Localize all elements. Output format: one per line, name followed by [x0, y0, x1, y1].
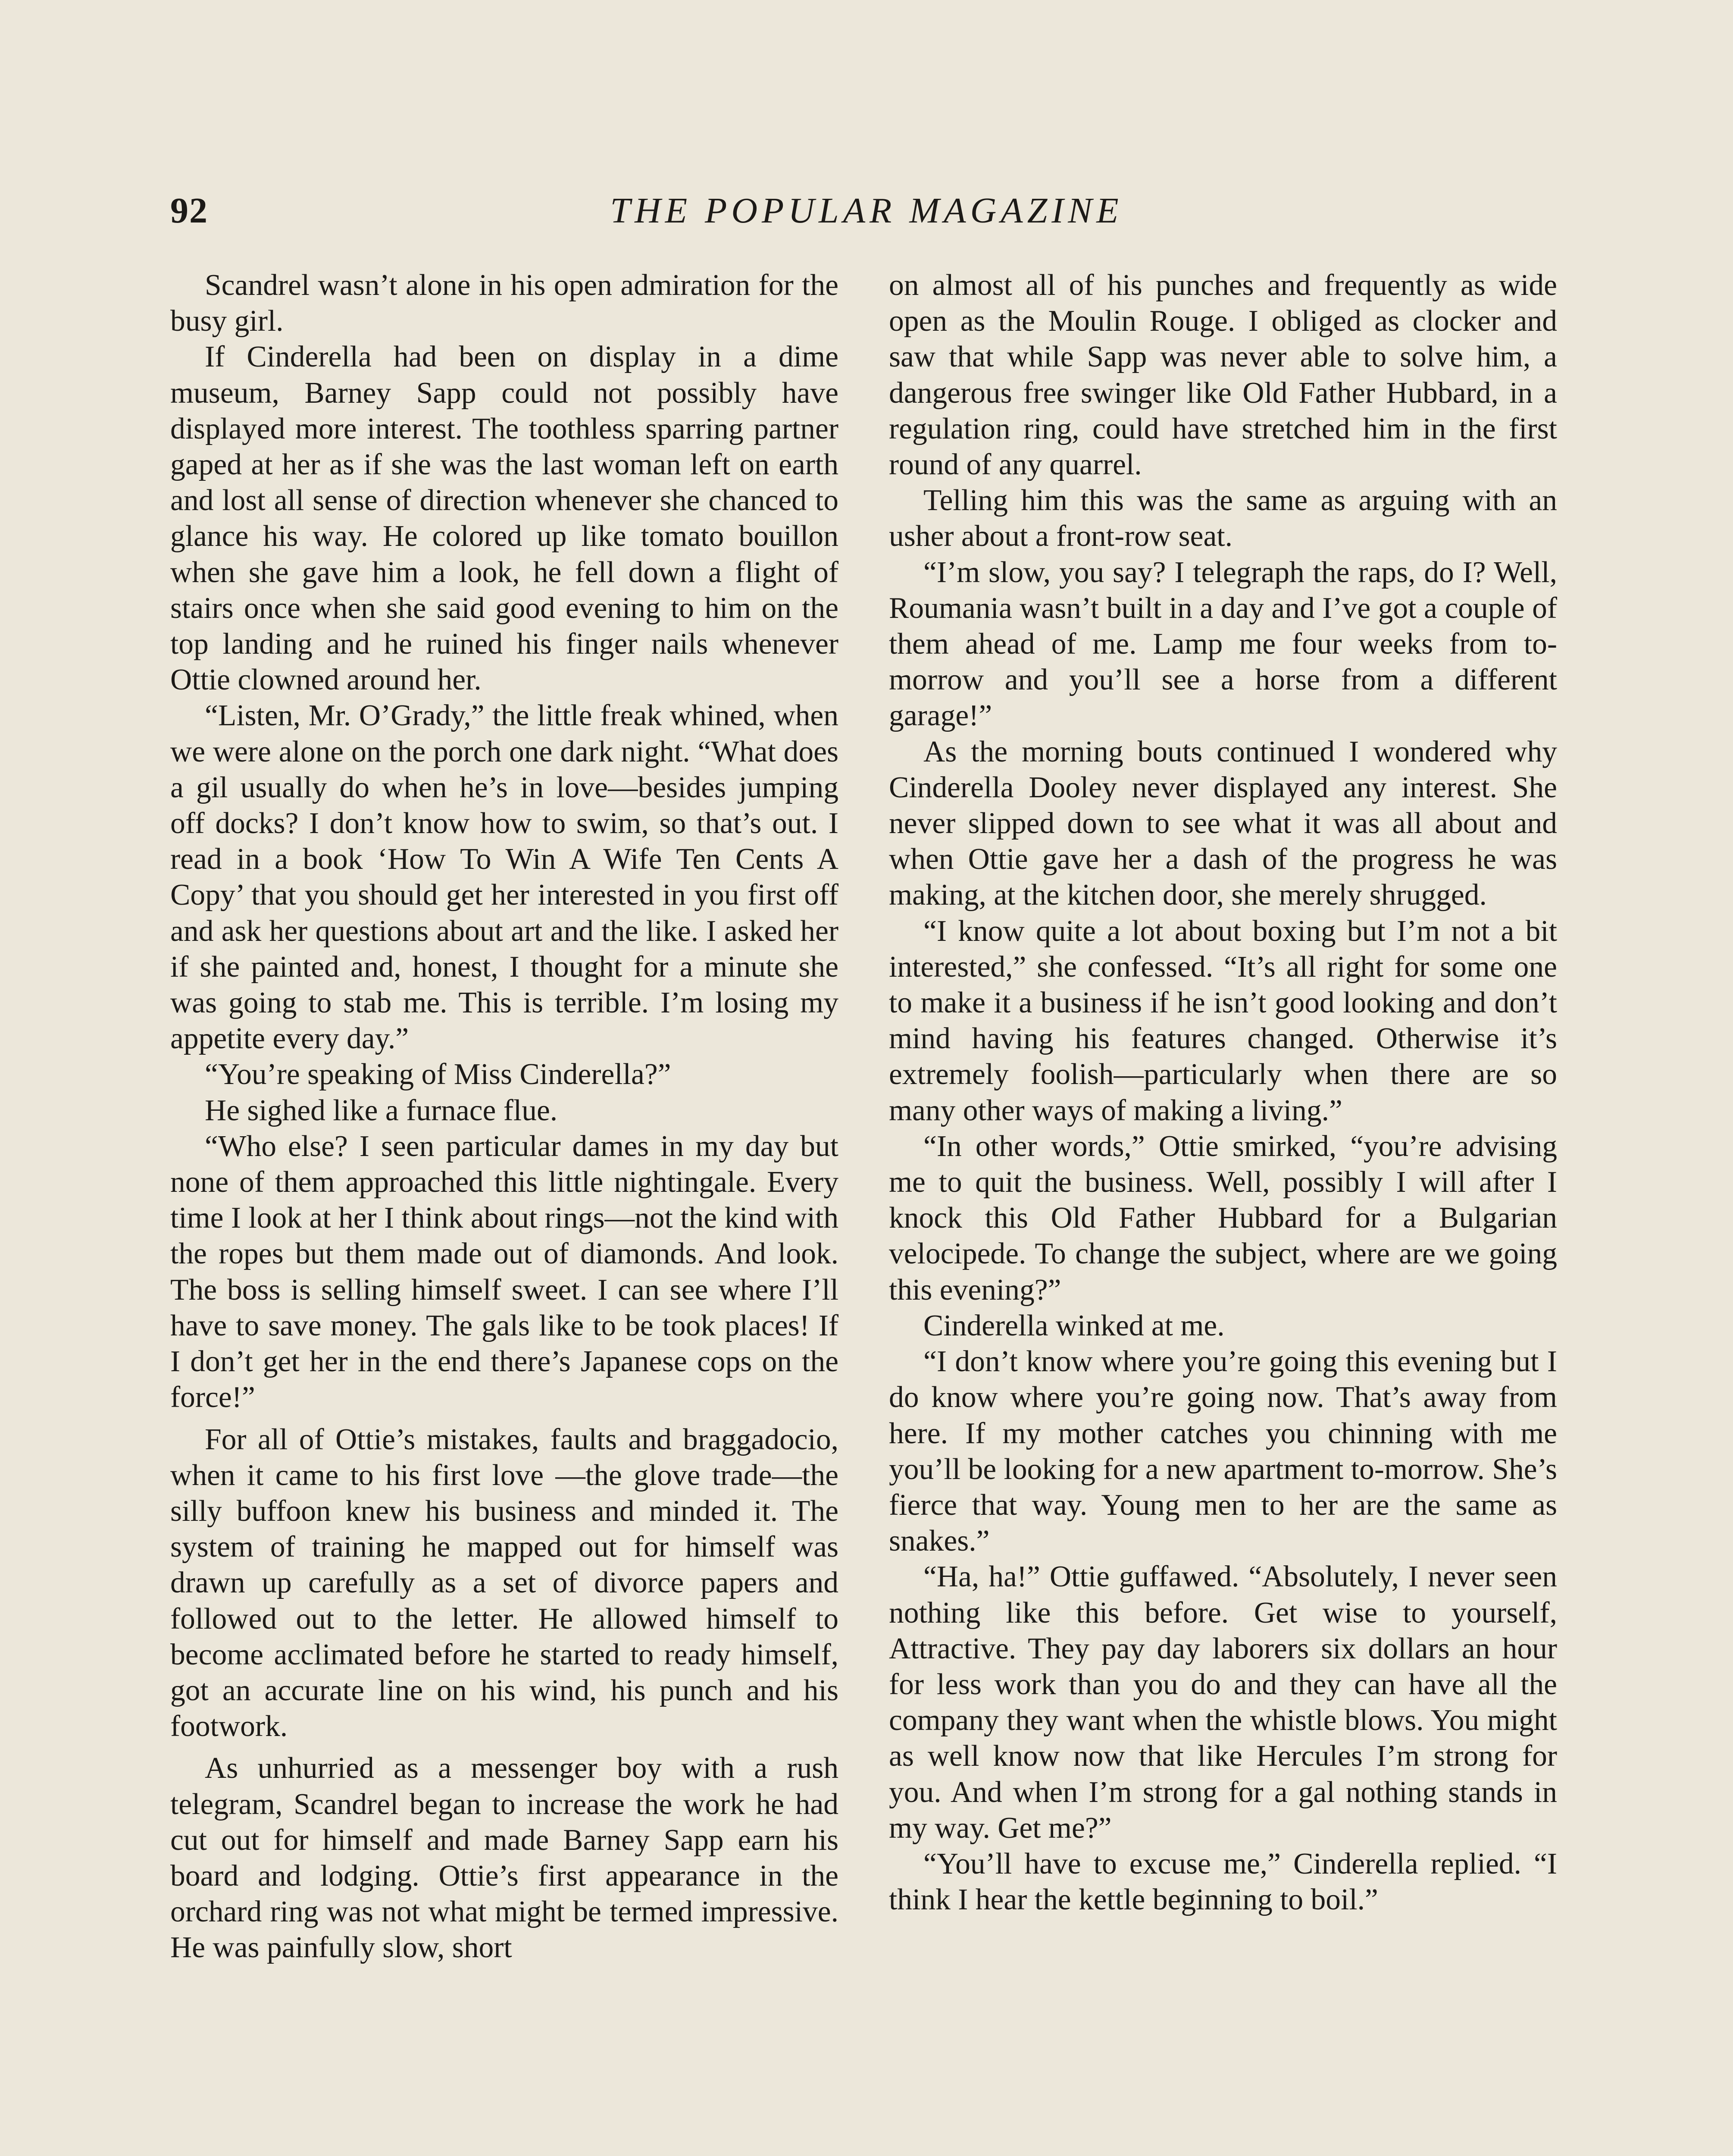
left-column [170, 267, 838, 1966]
paragraph: Telling him this was the same as arguing with an usher about a front-row seat. [889, 484, 1557, 553]
magazine-title: THE POPULAR MAGAZINE [610, 191, 1123, 231]
page-number: 92 [170, 191, 208, 231]
paragraph: For all of Ottie’s mistakes, faults and braggadocio, when it came to his first love —the glove trade—the silly buffoon knew his business and minded it. The system of training he mapped out for himself was drawn up carefully as a set of divorce papers and followed out to the letter. He allowed himself to become acclimated before he started to ready himself, got an accurate line on his wind, his punch and his footwork. [170, 1423, 838, 1743]
paragraph: on almost all of his punches and frequently as wide open as the Moulin Rouge. I obliged as clocker and saw that while Sapp was never able to solve him, a dangerous free swinger like Old Father Hubbard, in a regulation ring, could have stretched him in the first round of any quarrel. [889, 269, 1557, 482]
paragraph: “You’re speaking of Miss Cinderella?” [205, 1058, 671, 1091]
paragraph: “I don’t know where you’re going this evening but I do know where you’re going now. That’s away from here. If my mother catches you chinning with me you’ll be looking for a new apartment to-morrow. She’s fierce that way. Young men to her are the same as snakes.” [889, 1345, 1557, 1558]
paragraph: Cinderella winked at me. [923, 1309, 1225, 1342]
paragraph: “I’m slow, you say? I telegraph the raps, do I? Well, Roumania wasn’t built in a day and I’ve got a couple of them ahead of me. Lamp me four weeks from to-morrow and you’ll see a horse from a different garage!” [889, 555, 1557, 733]
paragraph: “Listen, Mr. O’Grady,” the little freak whined, when we were alone on the porch one dark night. “What does a gil usually do when he’s in love—besides jumping off docks? I don’t know how to swim, so that’s out. I read in a book ‘How To Win A Wife Ten Cents A Copy’ that you should get her interested in you first off and ask her questions about art and the like. I asked her if she painted and, honest, I thought for a minute she was going to stab me. This is terrible. I’m losing my appetite every day.” [170, 699, 838, 1056]
paragraph: “Ha, ha!” Ottie guffawed. “Absolutely, I never seen nothing like this before. Get wise to yourself, Attractive. They pay day laborers six dollars an hour for less work than you do and they can have all the company they want when the whistle blows. You might as well know now that like Hercules I’m strong for you. And when I’m strong for a gal nothing stands in my way. Get me?” [889, 1560, 1557, 1845]
paragraph: Scandrel wasn’t alone in his open admiration for the busy girl. [170, 269, 838, 338]
paragraph: He sighed like a furnace flue. [205, 1094, 558, 1127]
paragraph: “You’ll have to excuse me,” Cinderella replied. “I think I hear the kettle beginning to boil.” [889, 1847, 1557, 1917]
paragraph: As the morning bouts continued I wondered why Cinderella Dooley never displayed any interest. She never slipped down to see what it was all about and when Ottie gave her a dash of the progress he was making, at the kitchen door, she merely shrugged. [889, 735, 1557, 912]
right-column [889, 267, 1557, 1918]
paragraph: “In other words,” Ottie smirked, “you’re advising me to quit the business. Well, possibly I will after I knock this Old Father Hubbard for a Bulgarian velocipede. To change the subject, where are we going this evening?” [889, 1129, 1557, 1307]
page-header [170, 190, 1563, 246]
paragraph: If Cinderella had been on display in a dime museum, Barney Sapp could not possibly have displayed more interest. The toothless sparring partner gaped at her as if she was the last woman left on earth and lost all sense of direction whenever she chanced to glance his way. He colored up like tomato bouillon when she gave him a look, he fell down a flight of stairs once when she said good evening to him on the top landing and he ruined his finger nails whenever Ottie clowned around her. [170, 340, 838, 697]
paragraph: “Who else? I seen particular dames in my day but none of them approached this little nightingale. Every time I look at her I think about rings—not the kind with the ropes but them made out of diamonds. And look. The boss is selling himself sweet. I can see where I’ll have to save money. The gals like to be took places! If I don’t get her in the end there’s Japanese cops on the force!” [170, 1129, 839, 1414]
paragraph: “I know quite a lot about boxing but I’m not a bit interested,” she confessed. “It’s all right for some one to make it a business if he isn’t good looking and don’t mind having his features changed. Otherwise it’s extremely foolish—particularly when there are so many other ways of making a living.” [889, 914, 1557, 1127]
paragraph: As unhurried as a messenger boy with a rush telegram, Scandrel began to increase the work he had cut out for himself and made Barney Sapp earn his board and lodging. Ottie’s first appearance in the orchard ring was not what might be termed impressive. He was painfully slow, short [170, 1752, 838, 1965]
